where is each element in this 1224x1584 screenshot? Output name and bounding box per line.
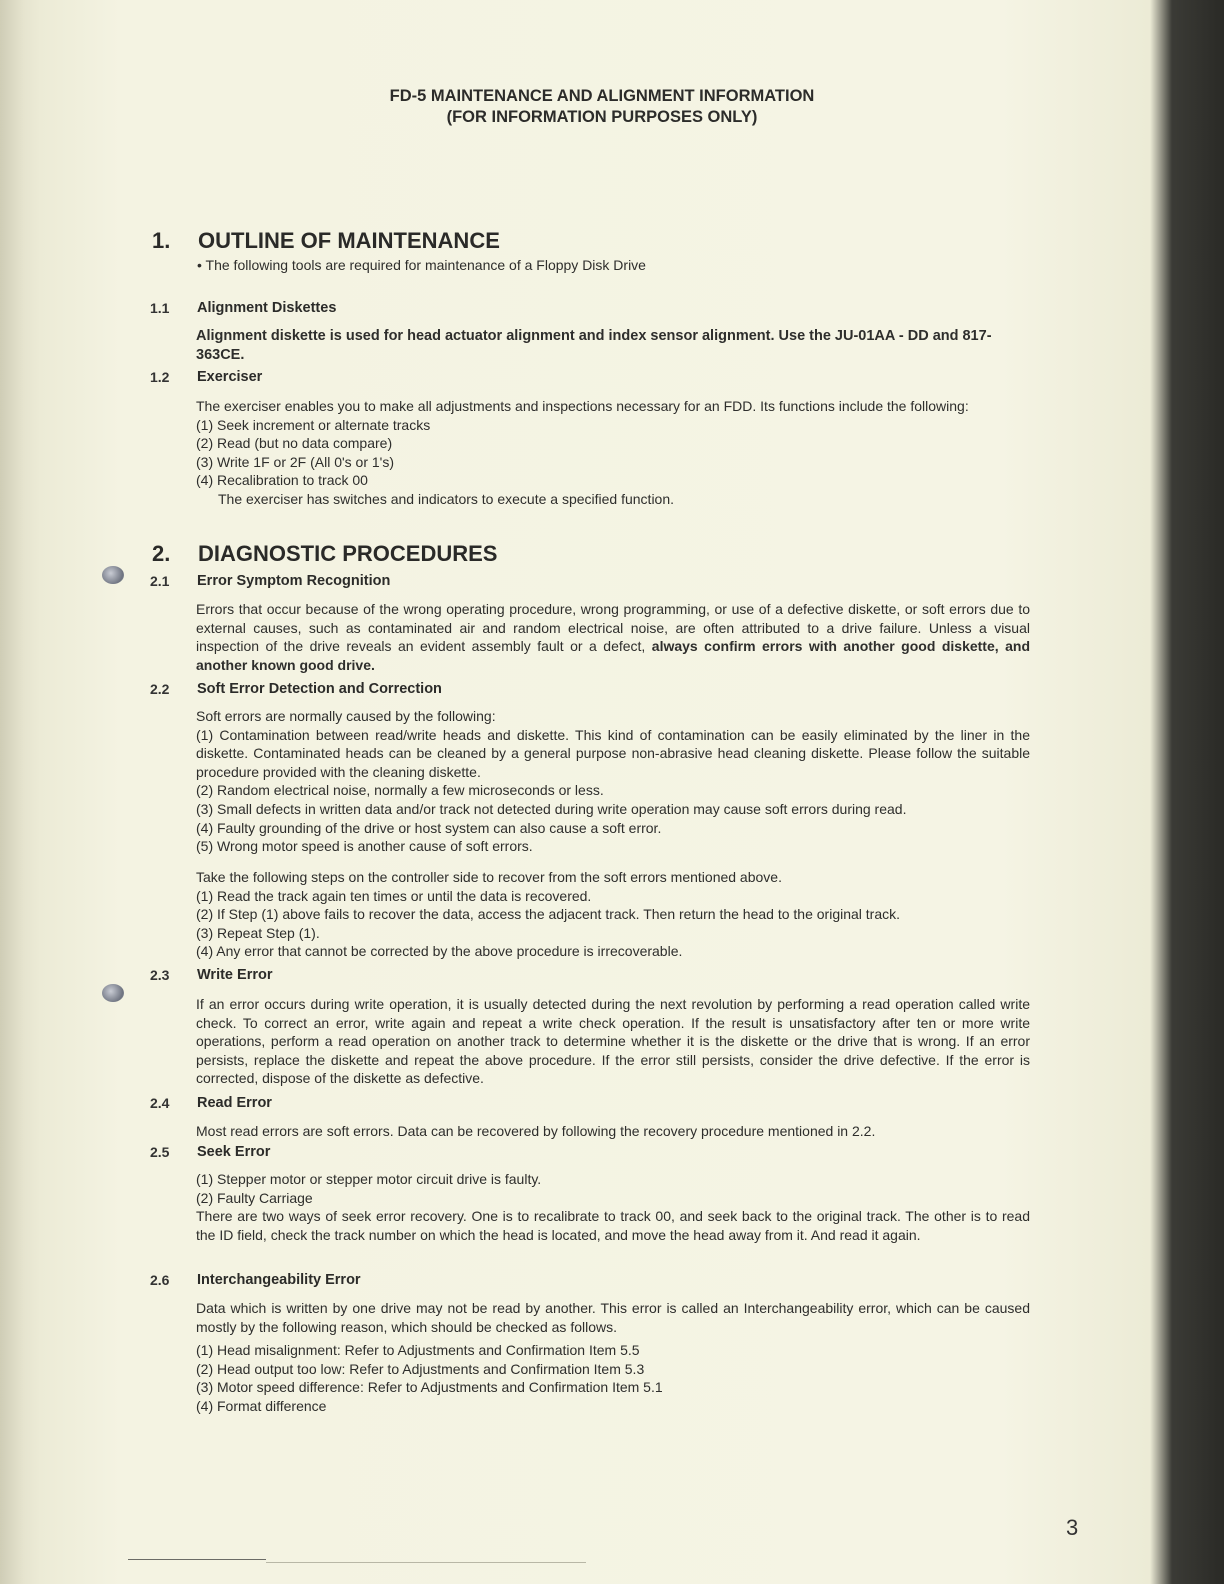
list-item: (1) Contamination between read/write heads and diskette. This kind of contamination can be easily eliminated by the liner in the diskette. Contaminated heads can be cleaned by a general purpose non-abrasive head cleaning diskette. Please follow the suitable procedure provided with the cleaning diskette. <box>196 726 1030 780</box>
page-binding-edge <box>0 0 40 1584</box>
subsection-number: 1.1 <box>150 300 170 316</box>
seek-recovery-text: There are two ways of seek error recovery. One is to recalibrate to track 00, and seek back to the original track. The other is to read the ID field, check the track number on which the head is located, and move the head away from it. And read it again. <box>196 1208 1030 1243</box>
emphasis-text: always confirm errors with another good diskette, and another known good drive. <box>196 638 1031 673</box>
section-title: DIAGNOSTIC PROCEDURES <box>198 541 498 566</box>
list-item: (2) Faulty Carriage <box>196 1189 313 1206</box>
list-item: (5) Wrong motor speed is another cause of soft errors. <box>196 838 533 855</box>
punch-hole-icon <box>102 566 124 584</box>
subsection-body: Data which is written by one drive may not be read by another. This error is called an Interchangeability error, which can be caused mostly by the following reason, which should be checked as follows. <box>196 1300 1030 1335</box>
subsection-body <box>196 1170 1030 1244</box>
title-line-1: FD-5 MAINTENANCE AND ALIGNMENT INFORMATION <box>389 87 815 105</box>
list-item: (3) Small defects in written data and/or track not detected during write operation may cause soft errors during read. <box>196 800 907 817</box>
section-title: OUTLINE OF MAINTENANCE <box>198 228 500 253</box>
subsection-body: Most read errors are soft errors. Data can be recovered by following the recovery procedure mentioned in 2.2. <box>196 1123 876 1139</box>
steps-intro: Take the following steps on the controller side to recover from the soft errors mentioned above. <box>196 869 782 885</box>
section-heading-1 <box>152 228 500 254</box>
subsection-body: Alignment diskette is used for head actuator alignment and index sensor alignment. Use the JU-01AA - DD and 817-363CE. <box>196 328 992 363</box>
punch-hole-icon <box>102 984 124 1002</box>
subsection-body: If an error occurs during write operation, it is usually detected during the next revolution by performing a read operation called write check. To correct an error, write again and repeat a write check operation. If the result is unsatisfactory after ten or more write operations, perform a read operation on another track to determine whether it is the diskette or the drive that is wrong. If an error persists, replace the diskette and repeat the above procedure. If the error still persists, consider the drive defective. If the error is corrected, dispose of the diskette as defective. <box>196 996 1030 1087</box>
list-item: (4) Any error that cannot be corrected by the above procedure is irrecoverable. <box>196 943 683 960</box>
list-item: (1) Stepper motor or stepper motor circuit drive is faulty. <box>196 1171 542 1187</box>
title-line-2: (FOR INFORMATION PURPOSES ONLY) <box>446 108 758 126</box>
subsection-body <box>196 600 1030 674</box>
subsection-title: Alignment Diskettes <box>197 300 337 316</box>
subsection-body <box>196 397 1030 509</box>
list-item: (4) Faulty grounding of the drive or host system can also cause a soft error. <box>196 819 662 836</box>
subsection-title: Interchangeability Error <box>197 1272 361 1288</box>
page-number: 3 <box>1066 1515 1079 1540</box>
subsection-number: 2.5 <box>150 1144 170 1160</box>
subsection-body <box>196 707 1030 856</box>
subsection-title: Exerciser <box>197 369 263 385</box>
subsection-title: Error Symptom Recognition <box>197 573 391 589</box>
list-item: (1) Seek increment or alternate tracks <box>196 416 431 433</box>
subsection-title: Write Error <box>197 967 273 983</box>
list-item: (2) Random electrical noise, normally a few microseconds or less. <box>196 782 604 799</box>
list-item: (3) Write 1F or 2F (All 0's or 1's) <box>196 453 395 470</box>
subsection-number: 2.6 <box>150 1272 170 1288</box>
list-item: (4) Format difference <box>196 1397 327 1414</box>
subsection-title: Read Error <box>197 1095 272 1111</box>
subsection-title: Seek Error <box>197 1144 271 1160</box>
list-item: (1) Read the track again ten times or until the data is recovered. <box>196 887 592 904</box>
list-item: (2) If Step (1) above fails to recover the data, access the adjacent track. Then return the head to the original track. <box>196 906 901 923</box>
section-heading-2 <box>152 541 497 567</box>
list-item: (2) Read (but no data compare) <box>196 435 393 452</box>
recovery-steps <box>196 868 1030 961</box>
body-text: Errors that occur because of the wrong operating procedure, wrong programming, or use of a defective diskette, or soft errors due to external causes, such as contaminated air and random electrical noise, are often attributed to a drive failure. Unless a visual inspection of the drive reveals an evident assembly fault or a defect, <box>196 601 1030 655</box>
document-title <box>0 86 1224 128</box>
subsection-number: 2.1 <box>150 573 170 589</box>
list-item: (3) Repeat Step (1). <box>196 924 320 941</box>
footer-rule <box>266 1562 586 1563</box>
causes-intro: Soft errors are normally caused by the following: <box>196 708 496 724</box>
list-item: (1) Head misalignment: Refer to Adjustments and Confirmation Item 5.5 <box>196 1342 640 1358</box>
footer-rule <box>128 1559 266 1560</box>
subsection-title: Soft Error Detection and Correction <box>197 681 442 697</box>
subsection-number: 1.2 <box>150 369 170 385</box>
section-number: 2. <box>152 541 171 566</box>
section-number: 1. <box>152 228 171 253</box>
exerciser-intro: The exerciser enables you to make all adjustments and inspections necessary for an FDD. Its functions include the following: <box>196 398 969 414</box>
interchangeability-checks <box>196 1341 1030 1415</box>
list-item: (2) Head output too low: Refer to Adjustments and Confirmation Item 5.3 <box>196 1360 645 1377</box>
list-item: (4) Recalibration to track 00 <box>196 472 368 489</box>
subsection-number: 2.3 <box>150 967 170 983</box>
exerciser-note: The exerciser has switches and indicators to execute a specified function. <box>218 490 675 507</box>
section-1-intro: • The following tools are required for maintenance of a Floppy Disk Drive <box>197 257 646 273</box>
subsection-number: 2.4 <box>150 1095 170 1111</box>
list-item: (3) Motor speed difference: Refer to Adjustments and Confirmation Item 5.1 <box>196 1379 663 1396</box>
subsection-number: 2.2 <box>150 681 170 697</box>
